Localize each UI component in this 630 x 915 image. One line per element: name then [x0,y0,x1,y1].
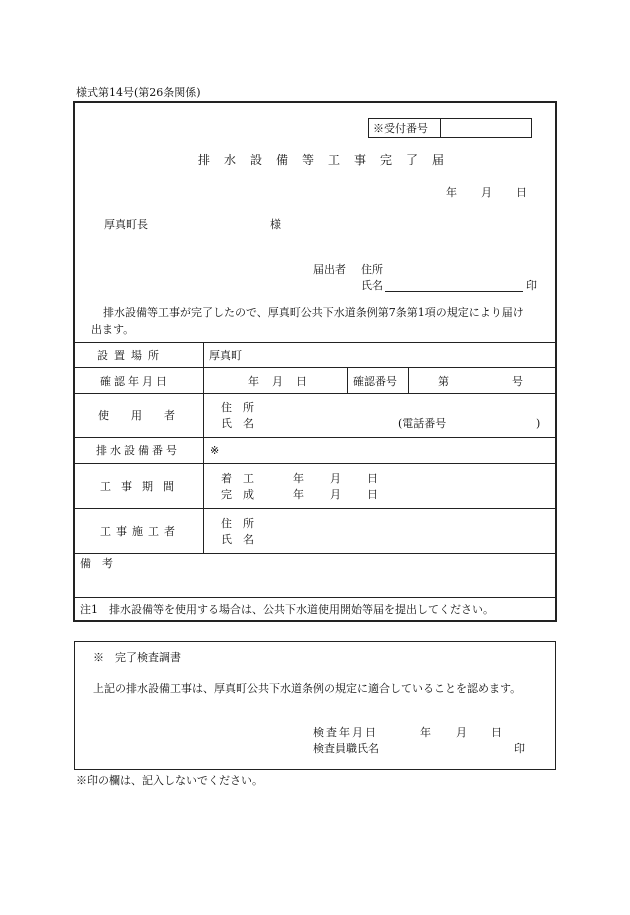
applicant-seal: 印 [526,279,537,292]
period-start-month: 月 [330,472,341,485]
footer-note: ※印の欄は、記入しないでください。 [76,774,263,787]
confirm-day: 日 [296,375,307,388]
date-day: 日 [516,186,527,199]
inspection-date-label: 検査年月日 [313,726,378,739]
date-year: 年 [446,186,457,199]
remarks-label: 備 考 [80,557,113,570]
addressee-name: 厚真町長 [104,218,148,231]
inspector-label: 検査員職氏名 [313,742,379,755]
inspector-seal: 印 [514,742,525,755]
form-number-label: 様式第14号(第26条関係) [76,86,201,99]
user-phone-label: (電話番号 [398,417,447,430]
period-label: 工事期間 [100,480,184,493]
date-month: 月 [481,186,492,199]
user-name-label: 氏 名 [221,417,254,430]
addressee-honorific: 様 [270,218,281,231]
inspection-statement: 上記の排水設備工事は、厚真町公共下水道条例の規定に適合していることを認めます。 [93,682,522,695]
applicant-name-label: 氏名 [361,279,383,292]
inspection-day: 日 [491,726,502,739]
equipment-number-value: ※ [210,444,220,457]
user-address-label: 住 所 [221,401,254,414]
document-title: 排水設備等工事完了届 [198,153,459,167]
confirm-dai: 第 [438,375,449,388]
applicant-label: 届出者 [313,263,346,276]
confirm-date-label: 確認年月日 [100,375,170,388]
period-start-label: 着 工 [221,472,254,485]
contractor-name-label: 氏 名 [221,533,254,546]
period-end-day: 日 [367,488,378,501]
period-end-label: 完 成 [221,488,254,501]
user-label: 使用者 [98,409,197,422]
inspection-month: 月 [456,726,467,739]
declaration-line-1: 排水設備等工事が完了したので、厚真町公共下水道条例第7条第1項の規定により届け [103,306,524,319]
user-phone-close: ) [536,417,541,430]
receipt-number-label: ※受付番号 [373,122,428,135]
period-end-month: 月 [330,488,341,501]
declaration-line-2: 出ます。 [91,323,135,336]
location-label: 設置場所 [97,349,165,362]
equipment-number-label: 排水設備番号 [96,444,180,457]
usage-note: 注1 排水設備等を使用する場合は、公共下水道使用開始等届を提出してください。 [80,603,494,616]
contractor-address-label: 住 所 [221,517,254,530]
confirm-number-label: 確認番号 [353,375,397,388]
confirm-go: 号 [512,375,523,388]
period-end-year: 年 [293,488,304,501]
period-start-day: 日 [367,472,378,485]
applicant-address-label: 住所 [361,263,383,276]
confirm-month: 月 [272,375,283,388]
location-value[interactable]: 厚真町 [209,349,242,362]
inspection-year: 年 [420,726,431,739]
confirm-year: 年 [248,375,259,388]
applicant-name-line[interactable] [385,291,523,292]
period-start-year: 年 [293,472,304,485]
inspection-title: ※ 完了検査調書 [93,651,181,664]
contractor-label: 工事施工者 [100,525,180,538]
